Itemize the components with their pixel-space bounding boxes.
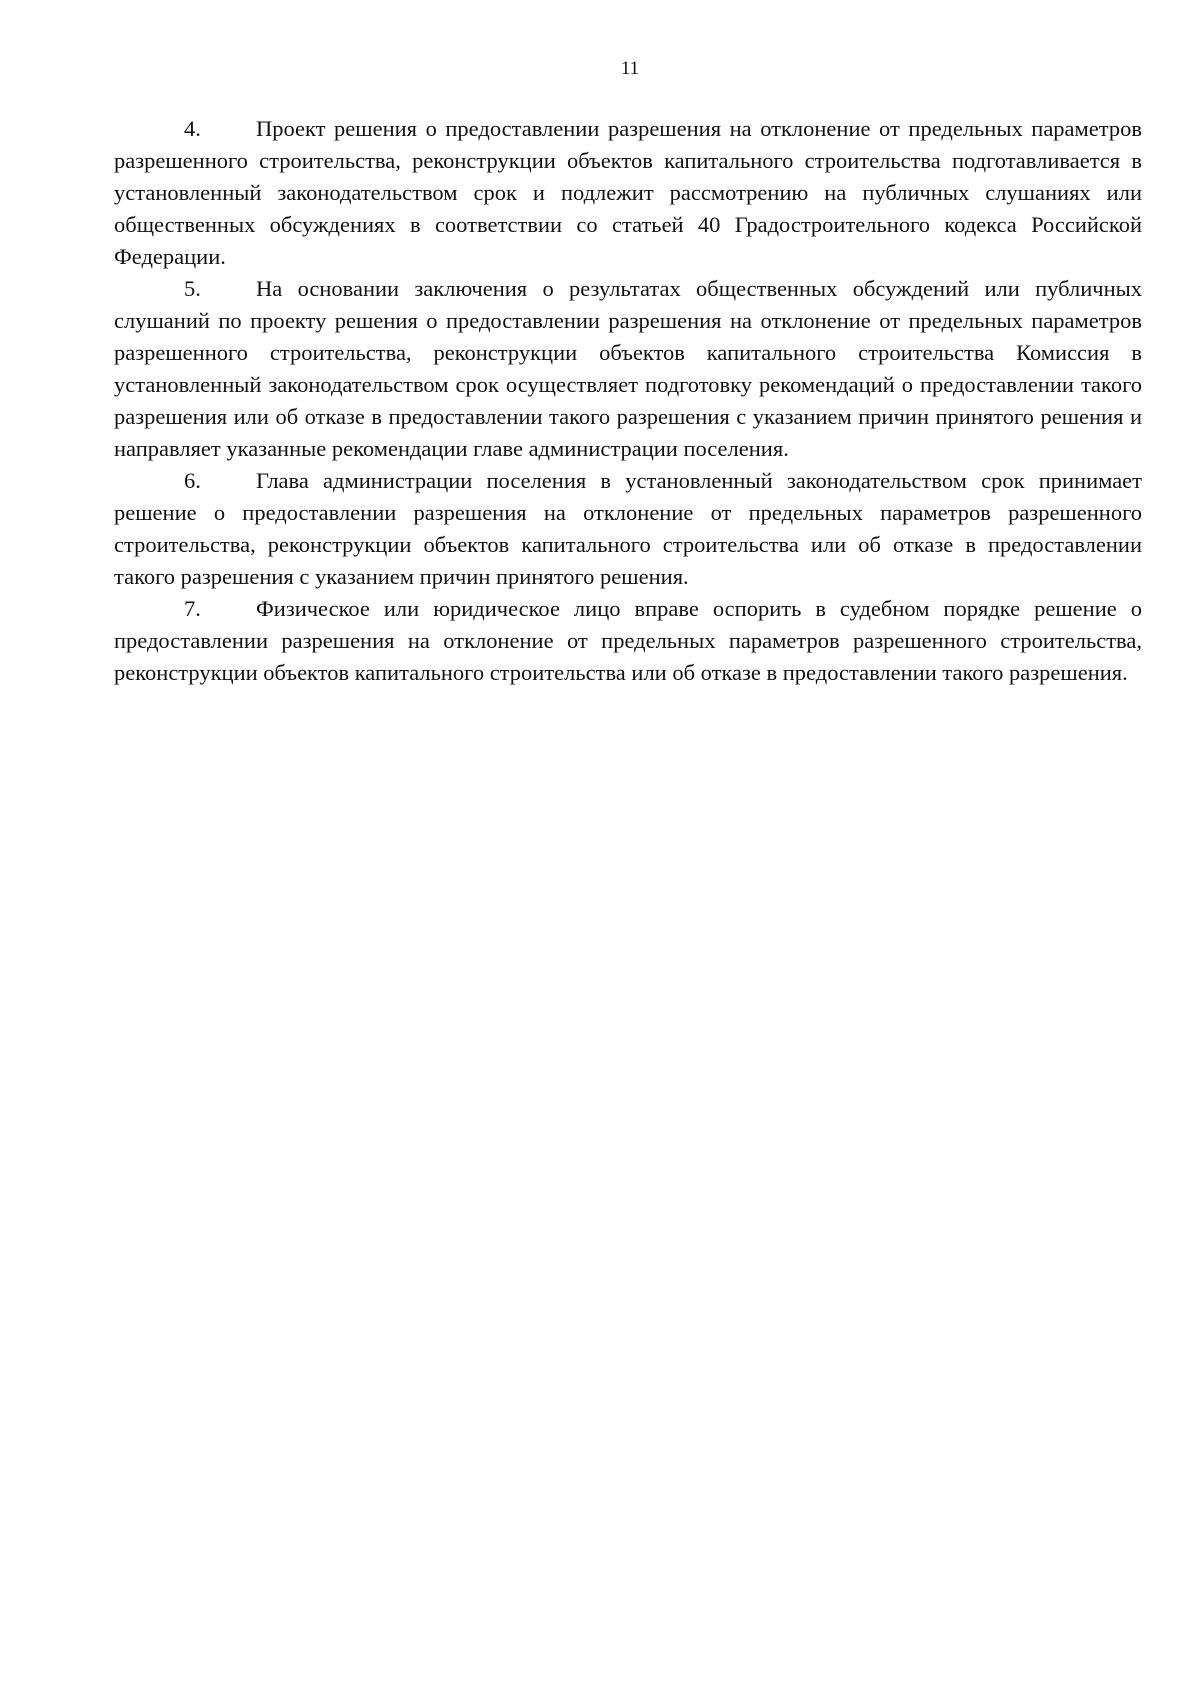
page-number: 11 <box>620 58 640 79</box>
document-body <box>114 113 1142 689</box>
paragraph-number: 7. <box>184 596 201 621</box>
paragraph-6 <box>114 465 1142 593</box>
paragraph-text: На основании заключения о результатах общественных обсуждений или публичных слушаний по проекту решения о предоставлении разрешения на отклонение от предельных параметров разрешенного строительства, реконструкции объектов капитального строительства Комиссия в установленный законодательством срок осуществляет подготовку рекомендаций о предоставлении такого разрешения или об отказе в предоставлении такого разрешения с указанием причин принятого решения и направляет указанные рекомендации главе администрации поселения. <box>114 276 1142 461</box>
paragraph-number: 6. <box>184 468 201 493</box>
paragraph-text: Глава администрации поселения в установленный законодательством срок принимает решение о предоставлении разрешения на отклонение от предельных параметров разрешенного строительства, реконструкции объектов капитального строительства или об отказе в предоставлении такого разрешения с указанием причин принятого решения. <box>114 468 1142 589</box>
paragraph-text: Проект решения о предоставлении разрешения на отклонение от предельных параметров разрешенного строительства, реконструкции объектов капитального строительства подготавливается в установленный законодательством срок и подлежит рассмотрению на публичных слушаниях или общественных обсуждениях в соответствии со статьей 40 Градостроительного кодекса Российской Федерации. <box>114 116 1142 269</box>
paragraph-5 <box>114 273 1142 465</box>
paragraph-number: 5. <box>184 276 201 301</box>
paragraph-4 <box>114 113 1142 273</box>
paragraph-text: Физическое или юридическое лицо вправе оспорить в судебном порядке решение о предоставлении разрешения на отклонение от предельных параметров разрешенного строительства, реконструкции объектов капитального строительства или об отказе в предоставлении такого разрешения. <box>114 596 1142 685</box>
paragraph-number: 4. <box>184 116 201 141</box>
paragraph-7 <box>114 593 1142 689</box>
